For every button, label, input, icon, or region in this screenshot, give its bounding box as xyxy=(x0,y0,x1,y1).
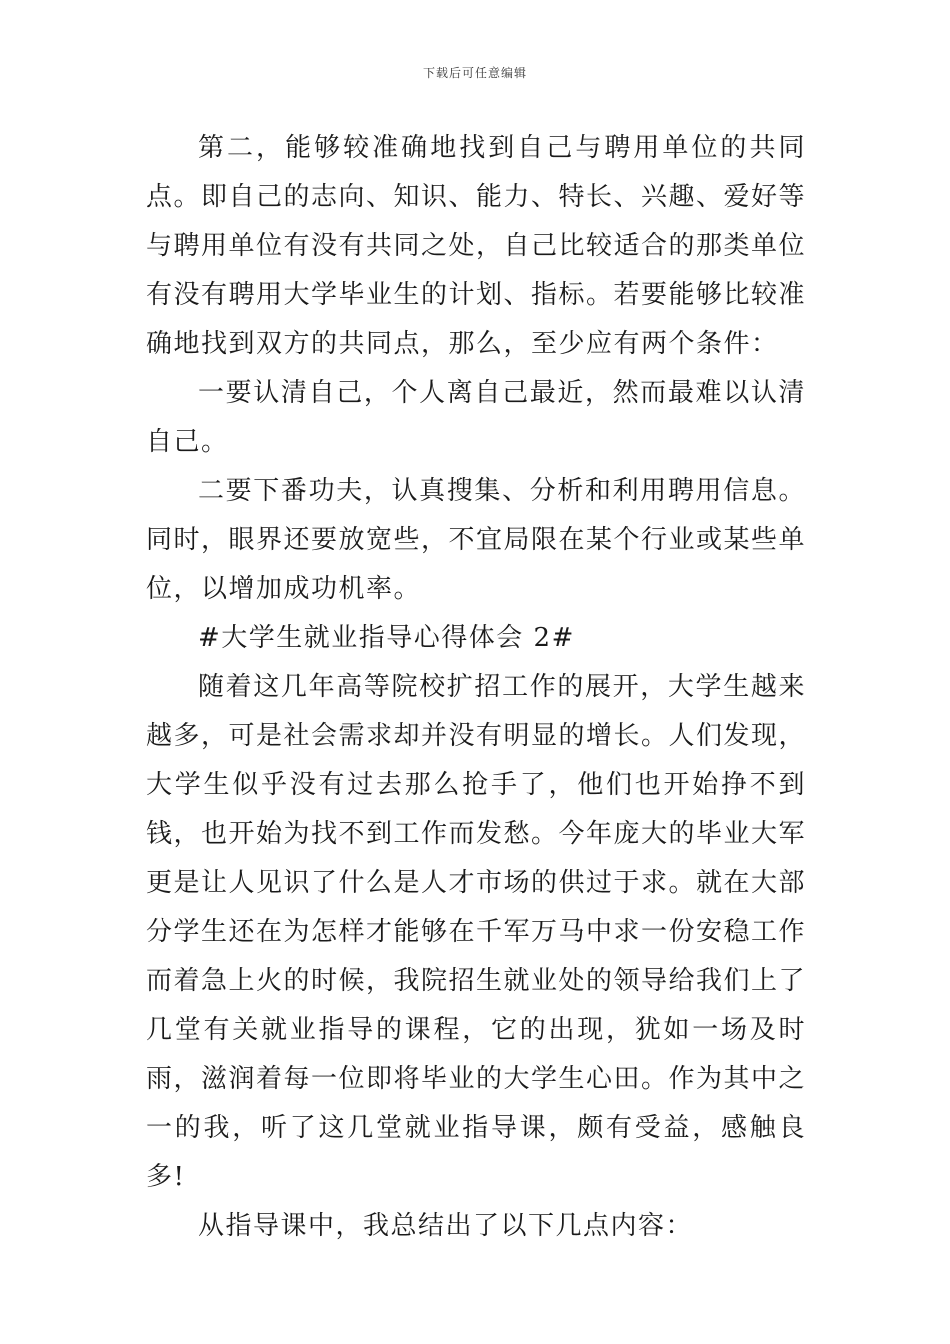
paragraph-common-ground: 第二，能够较准确地找到自己与聘用单位的共同点。即自己的志向、知识、能力、特长、兴趣、爱好等与聘用单位有没有共同之处，自己比较适合的那类单位有没有聘用大学毕业生的计划、指标。若要能够比较准确地找到双方的共同点，那么，至少应有两个条件： xyxy=(146,133,807,359)
section-heading: #大学生就业指导心得体会 2# xyxy=(198,623,575,653)
paragraph-summary-intro: 从指导课中，我总结出了以下几点内容： xyxy=(198,1211,694,1241)
paragraph-know-yourself: 一要认清自己，个人离自己最近，然而最难以认清自己。 xyxy=(146,378,806,457)
page-header: 下载后可任意编辑 xyxy=(422,66,527,80)
paragraph-expansion: 随着这几年高等院校扩招工作的展开，大学生越来越多，可是社会需求却并没有明显的增长。人们发现，大学生似乎没有过去那么抢手了，他们也开始挣不到钱，也开始为找不到工作而发愁。今年庞大的毕业大军更是让人见识了什么是人才市场的供过于求。就在大部分学生还在为怎样才能够在千军万马中求一份安稳工作而着急上火的时候，我院招生就业处的领导给我们上了几堂有关就业指导的课程，它的出现，犹如一场及时雨，滋润着每一位即将毕业的大学生心田。作为其中之一的我，听了这几堂就业指导课，颇有受益，感触良多! xyxy=(146,672,807,1192)
document-body xyxy=(146,124,806,1251)
paragraph-collect-info: 二要下番功夫，认真搜集、分析和利用聘用信息。同时，眼界还要放宽些，不宜局限在某个行业或某些单位，以增加成功机率。 xyxy=(146,476,807,604)
